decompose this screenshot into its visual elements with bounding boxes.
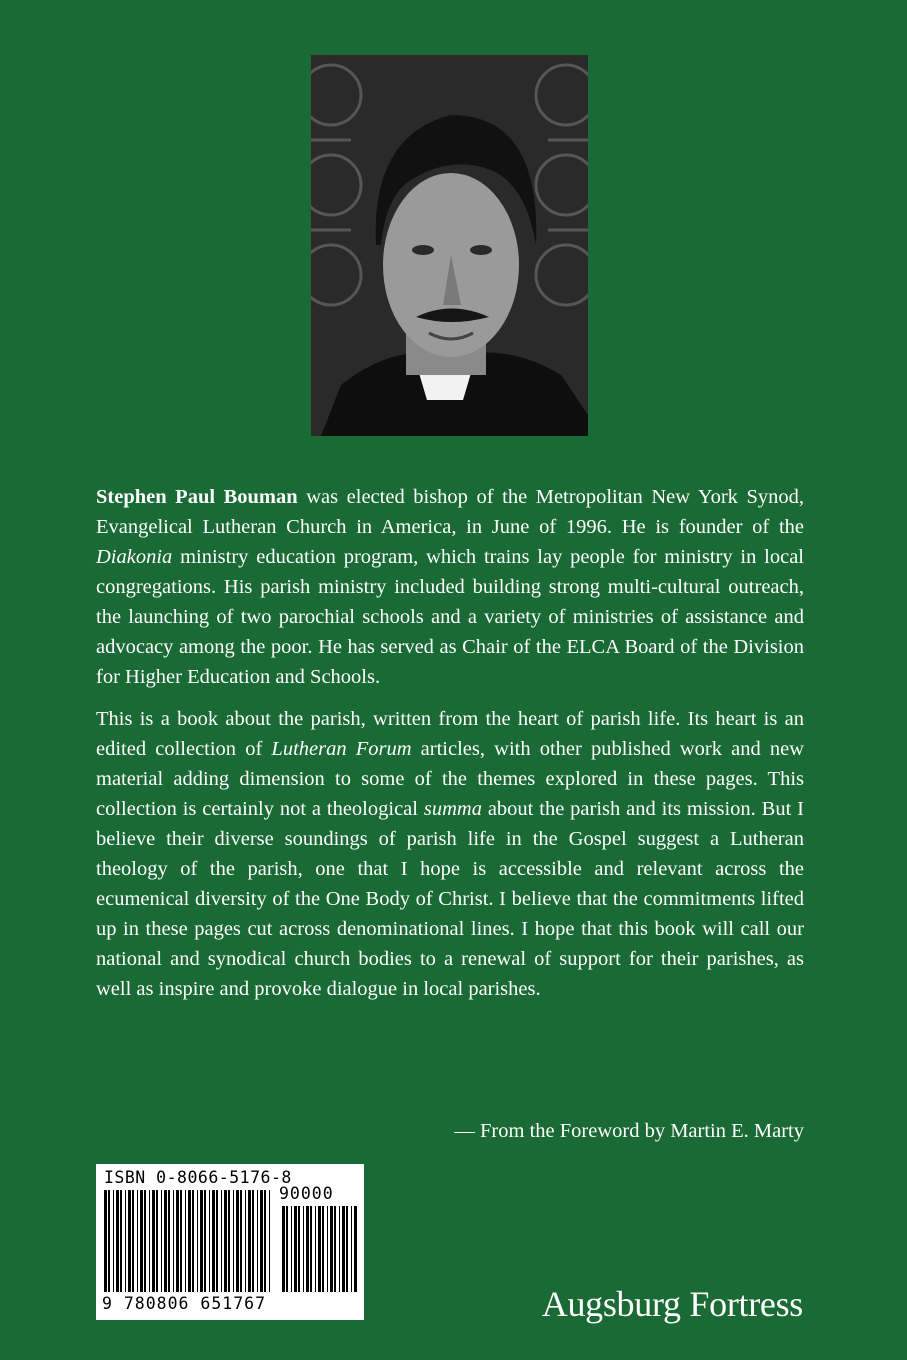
author-name: Stephen Paul Bouman — [96, 486, 298, 508]
price-code: 90000 — [279, 1184, 334, 1203]
foreword-text-3: about the parish and its mission. But I believe their diverse soundings of parish life in the Gospel suggest a Lutheran theology of the parish, one that I hope is accessible and relevant across the ecumenical diversity of the One Body of Christ. I believe that the commitments lifted up in these pages cut across denominational lines. I hope that this book will call our national and synodical church bodies to a renewal of support for their parishes, as well as inspire and provoke dialogue in local parishes. — [96, 798, 804, 1000]
author-bio — [96, 482, 804, 692]
ean-number: 9 780806 651767 — [102, 1294, 267, 1313]
author-photo — [311, 55, 588, 436]
bio-text-2: ministry education program, which trains lay people for ministry in local congregations. His parish ministry included building strong multi-cultural outreach, the launching of two parochial schools and a variety of ministries of assistance and advocacy among the poor. He has served as Chair of the ELCA Board of the Division for Higher Education and Schools. — [96, 546, 804, 688]
program-name: Diakonia — [96, 546, 173, 568]
author-photo-image — [311, 55, 588, 436]
publisher-logo: Augsburg Fortress — [541, 1284, 803, 1324]
journal-name: Lutheran Forum — [271, 738, 412, 760]
foreword-excerpt — [96, 704, 804, 1004]
summa-word: summa — [423, 798, 482, 820]
barcode — [96, 1164, 364, 1320]
foreword-text-1: This is a book about the parish, written from the heart of parish life. Its heart is an edited collection of — [96, 708, 804, 760]
bio-text-1: was elected bishop of the Metropolitan New York Synod, Evangelical Lutheran Church in America, in June of 1996. He is founder of the — [96, 486, 804, 538]
back-cover-text — [96, 482, 804, 1004]
isbn-number: ISBN 0-8066-5176-8 — [104, 1168, 292, 1187]
foreword-attribution: — From the Foreword by Martin E. Marty — [454, 1120, 804, 1142]
foreword-text-2: articles, with other published work and new material adding dimension to some of the themes explored in these pages. This collection is certainly not a theological — [96, 738, 805, 820]
